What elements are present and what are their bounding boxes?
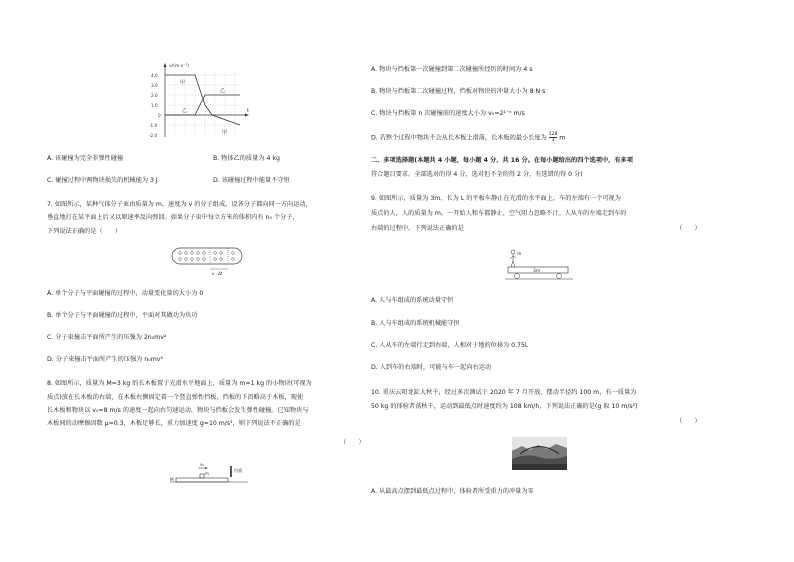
q7-stem-line1: 7. 如图所示，某种气体分子束由质量为 m、速度为 v 的分子组成，设各分子都向同一方向运动， <box>47 201 312 208</box>
q9-option-a: A. 人与车组成的系统动量守恒 <box>371 297 454 304</box>
q8-stem-line1: 8. 如图所示，质量为 M=3 kg 的长木板置于光滑水平地面上，质量为 m=1 kg 的小物块(可视为 <box>47 380 312 387</box>
fig-label-m: m <box>205 471 209 476</box>
q8-answer-paren: （ ） <box>340 439 365 446</box>
graph-grid <box>165 72 240 134</box>
q8-option-d-unit: m <box>559 134 566 142</box>
swing-photo <box>512 437 567 470</box>
velocity-time-graph <box>150 62 260 140</box>
q6-option-a: A. 该碰撞为完全非弹性碰撞 <box>47 155 124 162</box>
fig-label-v0: v₀ <box>200 462 204 467</box>
graph-t-label: t <box>247 108 249 114</box>
label-z: 乙 <box>182 108 188 114</box>
molecule-beam-figure <box>170 245 250 277</box>
y-axis-arrow-icon <box>164 63 167 67</box>
q8-option-b: B. 物块与挡板第二次碰撞过程，挡板对物块的冲量大小为 8 N·s <box>371 88 546 95</box>
graph-y-tick: 4.0 <box>151 73 158 78</box>
q8-option-a: A. 物块与挡板第一次碰撞到第二次碰撞所经历的时间为 4 s <box>371 66 533 73</box>
section2-heading-line2: 符合题目要求。全部选对的得 4 分，选对但不全的得 2 分，有选错的得 0 分) <box>371 171 583 178</box>
q10-stem-line1: 10. 重庆云阳龙缸大秋千，经过多次测试于 2020 年 7 月开放。摆动半径约 100 m，有一质量为 <box>371 389 637 396</box>
q9-answer-paren: （ ） <box>676 225 701 232</box>
graph-ylabel: v/(m·s⁻¹) <box>169 64 190 69</box>
fig-label-M: M <box>170 477 174 482</box>
fraction-numerator: 128 <box>548 132 558 137</box>
graph-y-tick: 1.0 <box>151 103 158 108</box>
person-head <box>511 250 515 254</box>
label-jia-bottom: 甲 <box>222 130 228 136</box>
label-jia-top: 甲 <box>180 80 186 86</box>
q8-stem-line4: 木板间的动摩擦因数 μ=0.3，木板足够长，重力加速度 g=10 m/s²，则下列说法不正确的是 <box>47 420 301 427</box>
q7-option-b: B. 单个分子与平面碰撞的过程中，平面对其做功为负功 <box>47 312 198 319</box>
board-block-figure <box>168 462 253 486</box>
q10-stem-line2: 50 kg 的体验者荡秋千，运动到最低点时速度约为 108 km/h，下列说法正确的是(g 取 10 m/s²) <box>371 403 638 410</box>
q7-stem-line3: 下列说法正确的是（ ） <box>47 228 122 235</box>
graph-y-tick: 0 <box>158 113 161 118</box>
fraction <box>549 132 558 143</box>
beam-label: v · Δt <box>212 271 223 276</box>
q9-option-d: D. 人到车的右端时，可能与车一起向右运动 <box>371 364 492 371</box>
cart-wheel-right <box>557 274 562 279</box>
q8-stem-line2: 质点)放在长木板的右端，在木板右侧固定着一个竖直弹性挡板，挡板的下沿略高于木板，现使 <box>47 394 304 401</box>
q7-stem-line2: 垂直地打在某平面上后又以原速率反向弹回。如果分子束中每立方米的体积内有 n₀ 个分子， <box>47 214 299 221</box>
graph-y-tick: -2.0 <box>149 133 158 138</box>
q7-option-c: C. 分子束撞击平面所产生的压强为 2n₀mv² <box>47 334 167 341</box>
small-block <box>200 474 204 478</box>
q9-option-b: B. 人与车组成的系统机械能守恒 <box>371 320 460 327</box>
q10-answer-paren: （ ） <box>676 418 701 425</box>
q7-option-d: D. 分子束撞击平面所产生的压强为 n₀mv² <box>47 356 163 363</box>
velocity-arrow-icon <box>205 467 208 469</box>
person-cart-figure <box>505 248 575 282</box>
q6-option-d: D. 该碰撞过程中能量不守恒 <box>213 177 290 184</box>
fig-label-board: 挡板 <box>234 468 243 473</box>
q6-option-c: C. 碰撞过程中两物块损失的机械能为 3 J <box>47 177 158 184</box>
q8-option-d-text: D. 若整个过程中物块不会从长木板上滑落，长木板的最小长度为 <box>371 134 547 142</box>
q8-stem-line3: 长木板和物块以 v₀=8 m/s 的速度一起向右匀速运动，物块与挡板会发生弹性碰撞。已知物块与 <box>47 407 309 414</box>
q10-option-a: A. 从最高点摆到最低点过程中，体验者所受重力的冲量为零 <box>371 488 534 495</box>
graph-y-tick: 3.0 <box>151 83 158 88</box>
q7-option-a: A. 单个分子与平面碰撞的过程中，动量变化量的大小为 0 <box>47 290 204 297</box>
fig-label-cart: 3m <box>533 269 541 274</box>
q9-stem-line1: 9. 如图所示，质量为 3m、长为 L 的平板车静止在光滑的水平面上，车的左端有一个可视为 <box>371 195 621 202</box>
q9-option-c: C. 人从车的左端行走到右端，人相对于地的位移为 0.75L <box>371 342 529 349</box>
molecule-dots <box>179 252 235 261</box>
graph-y-tick: -1.0 <box>149 123 158 128</box>
beam-tube <box>172 248 242 264</box>
cart-wheel-left <box>515 274 520 279</box>
section2-heading-line1: 二、多项选择题(本题共 4 小题，每小题 4 分，共 16 分。在每小题给出的四个选项中，有多项 <box>371 157 633 164</box>
q8-option-d <box>371 132 565 143</box>
label-yi: 乙 <box>220 88 226 94</box>
q6-option-b: B. 物体乙的质量为 4 kg <box>213 155 280 162</box>
fraction-denominator: 3 <box>551 138 555 143</box>
long-board <box>176 478 228 482</box>
q9-stem-line3: 右端的过程中，下列说法正确的是 <box>371 225 464 232</box>
graph-y-tick: 2.0 <box>151 93 158 98</box>
fig-label-person-m: m <box>517 252 522 257</box>
baffle <box>230 466 232 477</box>
q9-stem-line2: 质点的人，人的质量为 m。一开始人和车都静止，空气阻力忽略不计。人从车的左端走到车的 <box>371 210 627 217</box>
q8-option-c: C. 物块与挡板第 n 次碰撞前的速度大小为 v₀=2¹⁻ⁿ m/s <box>371 110 525 117</box>
